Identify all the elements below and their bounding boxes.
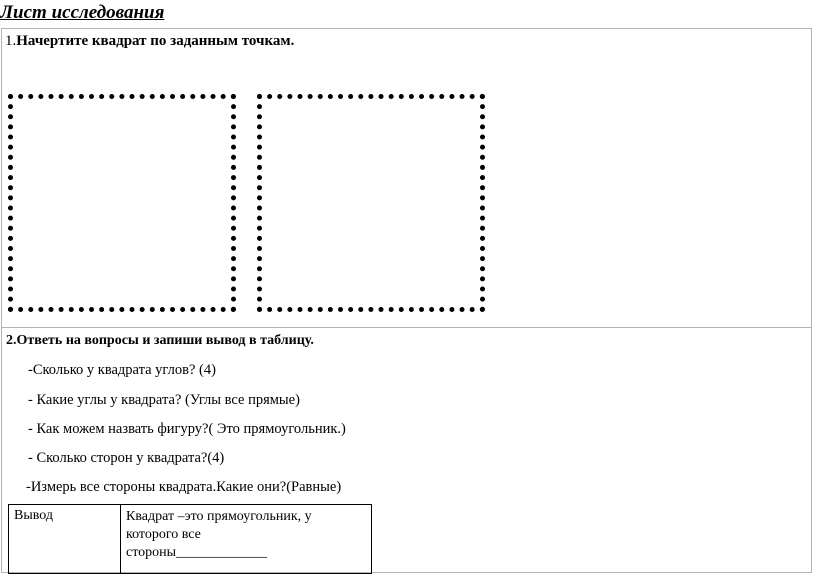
dotted-square-2 (257, 94, 485, 312)
task2-heading: 2.Ответь на вопросы и запиши вывод в таблицу. (6, 333, 314, 348)
question-4: - Сколько сторон у квадрата?(4) (28, 450, 225, 466)
conclusion-label: Вывод (9, 505, 121, 573)
conclusion-line-2: которого все (126, 527, 201, 542)
conclusion-line-3: стороны_____________ (126, 545, 268, 560)
question-1: -Сколько у квадрата углов? (4) (28, 362, 216, 378)
conclusion-text (121, 505, 371, 573)
dotted-square-1 (8, 94, 236, 312)
task1-number: 1. (5, 33, 17, 49)
question-2: - Какие углы у квадрата? (Углы все прямые) (28, 392, 300, 408)
conclusion-table (8, 504, 372, 574)
question-3: - Как можем назвать фигуру?( Это прямоугольник.) (28, 421, 346, 437)
page-title: Лист исследования (0, 2, 165, 23)
conclusion-line-1: Квадрат –это прямоугольник, у (126, 509, 312, 524)
question-5: -Измерь все стороны квадрата.Какие они?(Равные) (26, 479, 342, 495)
task1-text: Начертите квадрат по заданным точкам. (16, 33, 295, 49)
section-divider (1, 327, 812, 328)
task1-instruction (5, 33, 294, 50)
